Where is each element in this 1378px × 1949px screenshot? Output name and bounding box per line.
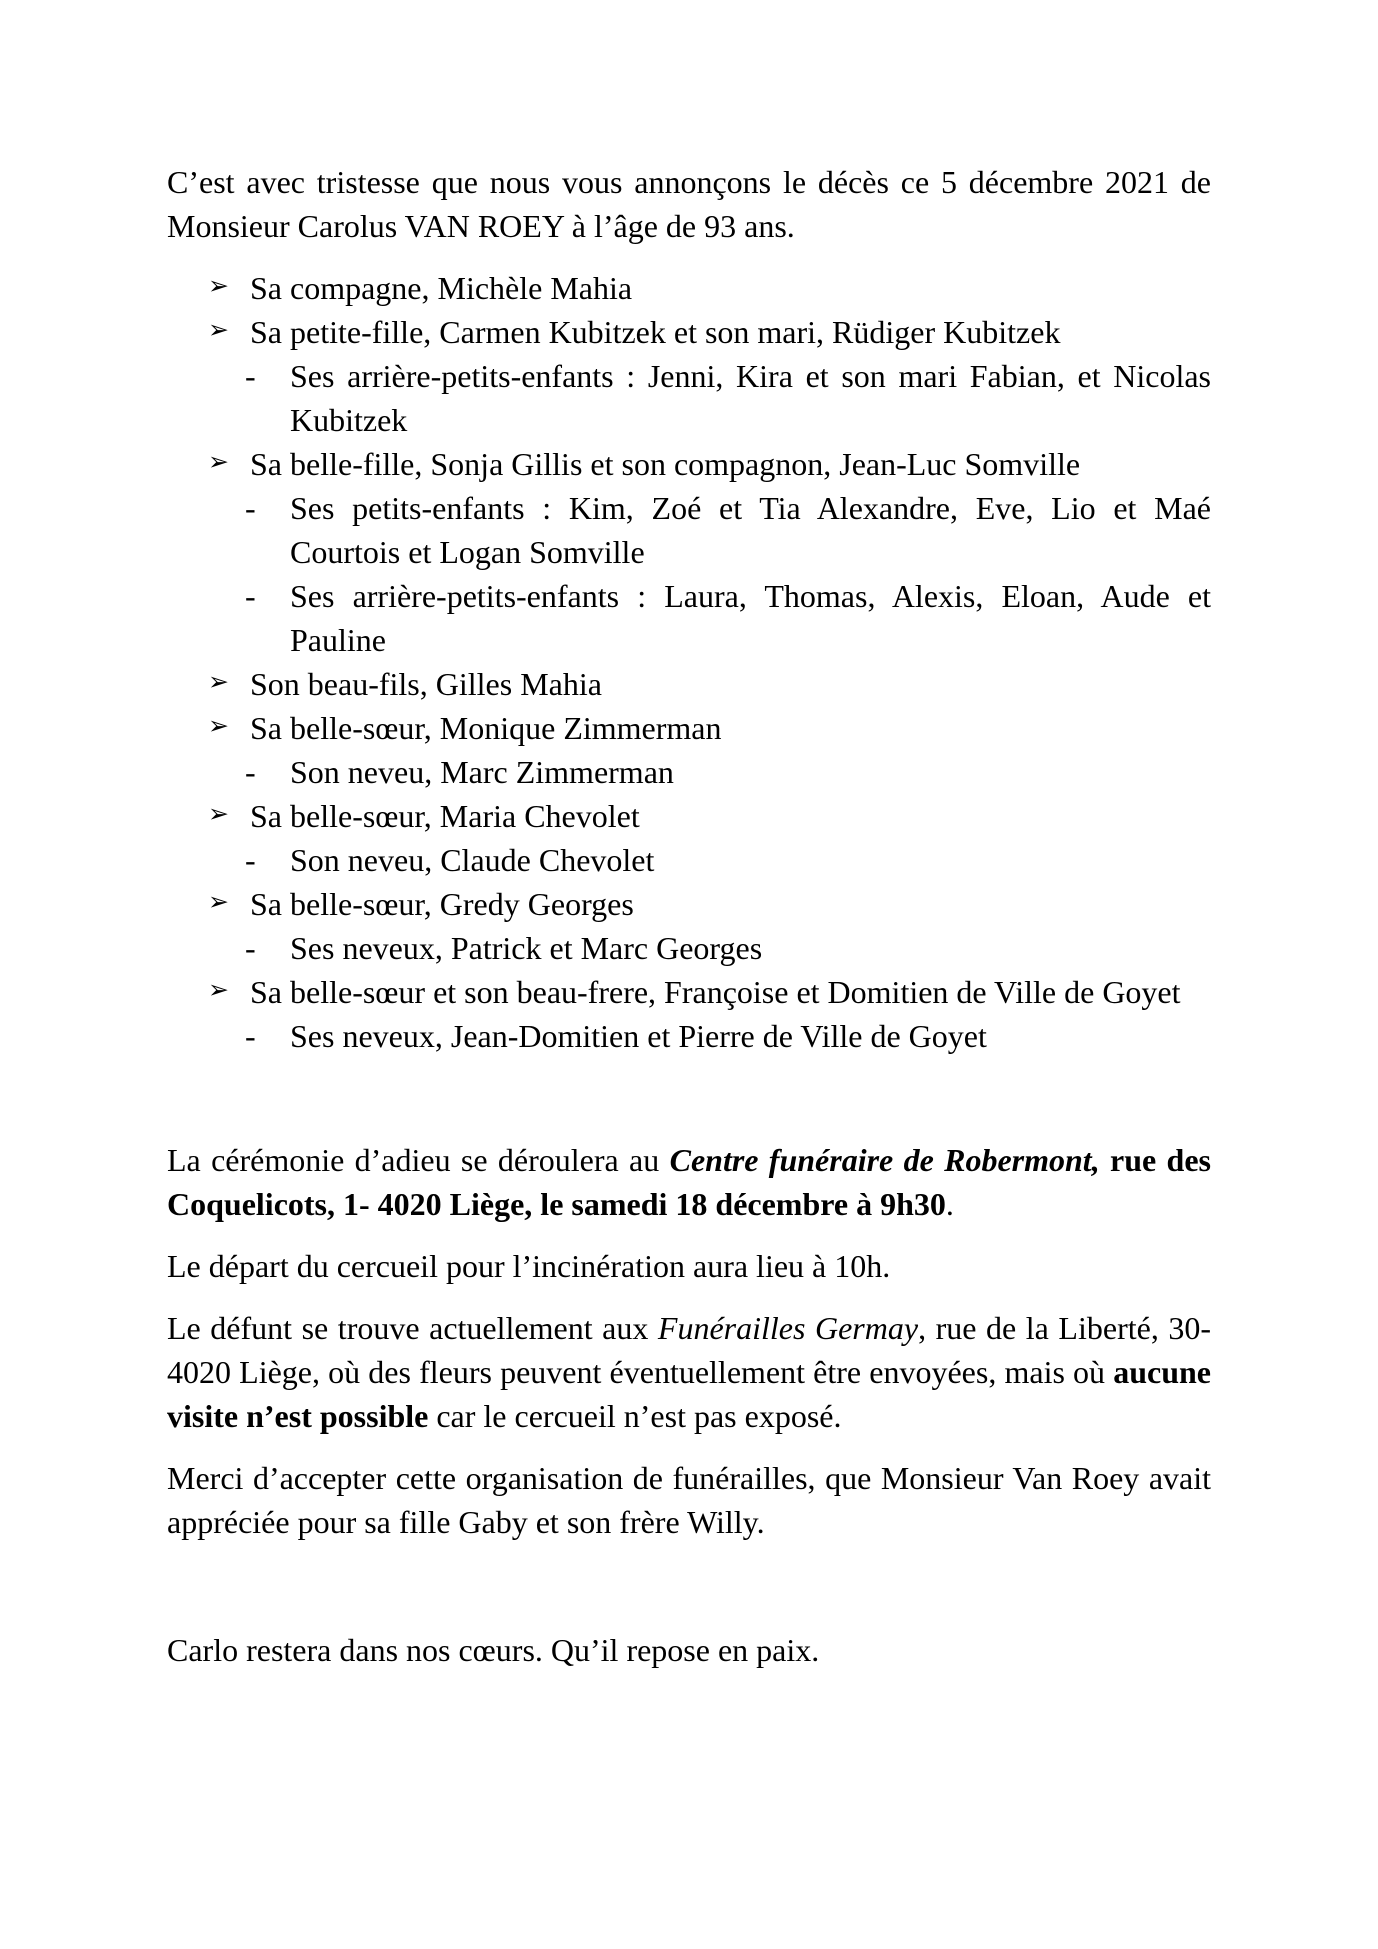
family-list-item — [167, 662, 1211, 706]
repose-lead-text: Le défunt se trouve actuellement aux — [167, 1310, 658, 1346]
family-member-text: Sa belle-sœur, Gredy Georges — [250, 886, 634, 922]
family-submember-text: Son neveu, Marc Zimmerman — [290, 754, 674, 790]
dash-bullet-icon: - — [245, 930, 256, 966]
dash-bullet-icon: - — [245, 578, 256, 614]
repose-middle-text: , rue de la Liberté, 30- 4020 Liège, où des fleurs peuvent éventuellement être envoyées, mais où — [167, 1310, 1212, 1390]
dash-bullet-icon: - — [245, 842, 256, 878]
family-member-text: Son beau-fils, Gilles Mahia — [250, 666, 602, 702]
family-sublist-item — [167, 926, 1211, 970]
intro-paragraph: C’est avec tristesse que nous vous annonçons le décès ce 5 décembre 2021 de Monsieur Carolus VAN ROEY à l’âge de 93 ans. — [167, 164, 1211, 244]
family-submember-text: Son neveu, Claude Chevolet — [290, 842, 655, 878]
family-submember-text: Ses neveux, Patrick et Marc Georges — [290, 930, 763, 966]
family-member-text: Sa petite-fille, Carmen Kubitzek et son mari, Rüdiger Kubitzek — [250, 314, 1061, 350]
family-member-text: Sa belle-fille, Sonja Gillis et son compagnon, Jean-Luc Somville — [250, 446, 1081, 482]
family-sublist-item — [167, 838, 1211, 882]
thanks-paragraph: Merci d’accepter cette organisation de funérailles, que Monsieur Van Roey avait appréciée pour sa fille Gaby et son frère Willy. — [167, 1460, 1211, 1540]
dash-bullet-icon: - — [245, 490, 256, 526]
family-list-item — [167, 882, 1211, 926]
family-list-item — [167, 794, 1211, 838]
family-list — [167, 266, 1211, 1058]
family-list-item — [167, 442, 1211, 486]
repose-paragraph — [167, 1306, 1211, 1438]
ceremony-lead-text: La cérémonie d’adieu se déroulera au — [167, 1142, 670, 1178]
funeral-home-name: Funérailles Germay — [657, 1310, 919, 1346]
dash-bullet-icon: - — [245, 754, 256, 790]
arrow-bullet-icon: ➢ — [208, 447, 229, 476]
family-sublist-item — [167, 750, 1211, 794]
arrow-bullet-icon: ➢ — [208, 315, 229, 344]
family-list-item — [167, 970, 1211, 1014]
no-visit-emphasis: aucune visite n’est possible — [167, 1354, 1211, 1434]
arrow-bullet-icon: ➢ — [208, 887, 229, 916]
family-sublist-item — [167, 574, 1211, 662]
departure-paragraph: Le départ du cercueil pour l’incinération aura lieu à 10h. — [167, 1248, 891, 1284]
family-member-text: Sa belle-sœur, Maria Chevolet — [250, 798, 640, 834]
family-list-item — [167, 706, 1211, 750]
family-submember-text: Ses arrière-petits-enfants : Jenni, Kira et son mari Fabian, et Nicolas Kubitzek — [290, 358, 1211, 438]
arrow-bullet-icon: ➢ — [208, 799, 229, 828]
repose-tail-text: car le cercueil n’est pas exposé. — [428, 1398, 842, 1434]
family-submember-text: Ses arrière-petits-enfants : Laura, Thomas, Alexis, Eloan, Aude et Pauline — [290, 578, 1211, 658]
family-member-text: Sa belle-sœur, Monique Zimmerman — [250, 710, 722, 746]
family-member-text: Sa compagne, Michèle Mahia — [250, 270, 633, 306]
farewell-paragraph: Carlo restera dans nos cœurs. Qu’il repose en paix. — [167, 1632, 820, 1668]
family-sublist-item — [167, 1014, 1211, 1058]
dash-bullet-icon: - — [245, 358, 256, 394]
dash-bullet-icon: - — [245, 1018, 256, 1054]
family-list-item — [167, 266, 1211, 310]
ceremony-paragraph — [167, 1138, 1211, 1226]
arrow-bullet-icon: ➢ — [208, 271, 229, 300]
arrow-bullet-icon: ➢ — [208, 975, 229, 1004]
ceremony-tail-text: . — [945, 1186, 954, 1222]
family-sublist-item — [167, 354, 1211, 442]
family-list-item — [167, 310, 1211, 354]
family-submember-text: Ses neveux, Jean-Domitien et Pierre de Ville de Goyet — [290, 1018, 987, 1054]
family-member-text: Sa belle-sœur et son beau-frere, Françoise et Domitien de Ville de Goyet — [250, 974, 1181, 1010]
family-submember-text: Ses petits-enfants : Kim, Zoé et Tia Alexandre, Eve, Lio et Maé Courtois et Logan Somville — [290, 490, 1211, 570]
arrow-bullet-icon: ➢ — [208, 667, 229, 696]
ceremony-details-text: rue des Coquelicots, 1- 4020 Liège, le samedi 18 décembre à 9h30 — [167, 1142, 1212, 1222]
arrow-bullet-icon: ➢ — [208, 711, 229, 740]
ceremony-venue-text: Centre funéraire de Robermont, — [669, 1142, 1100, 1178]
family-sublist-item — [167, 486, 1211, 574]
